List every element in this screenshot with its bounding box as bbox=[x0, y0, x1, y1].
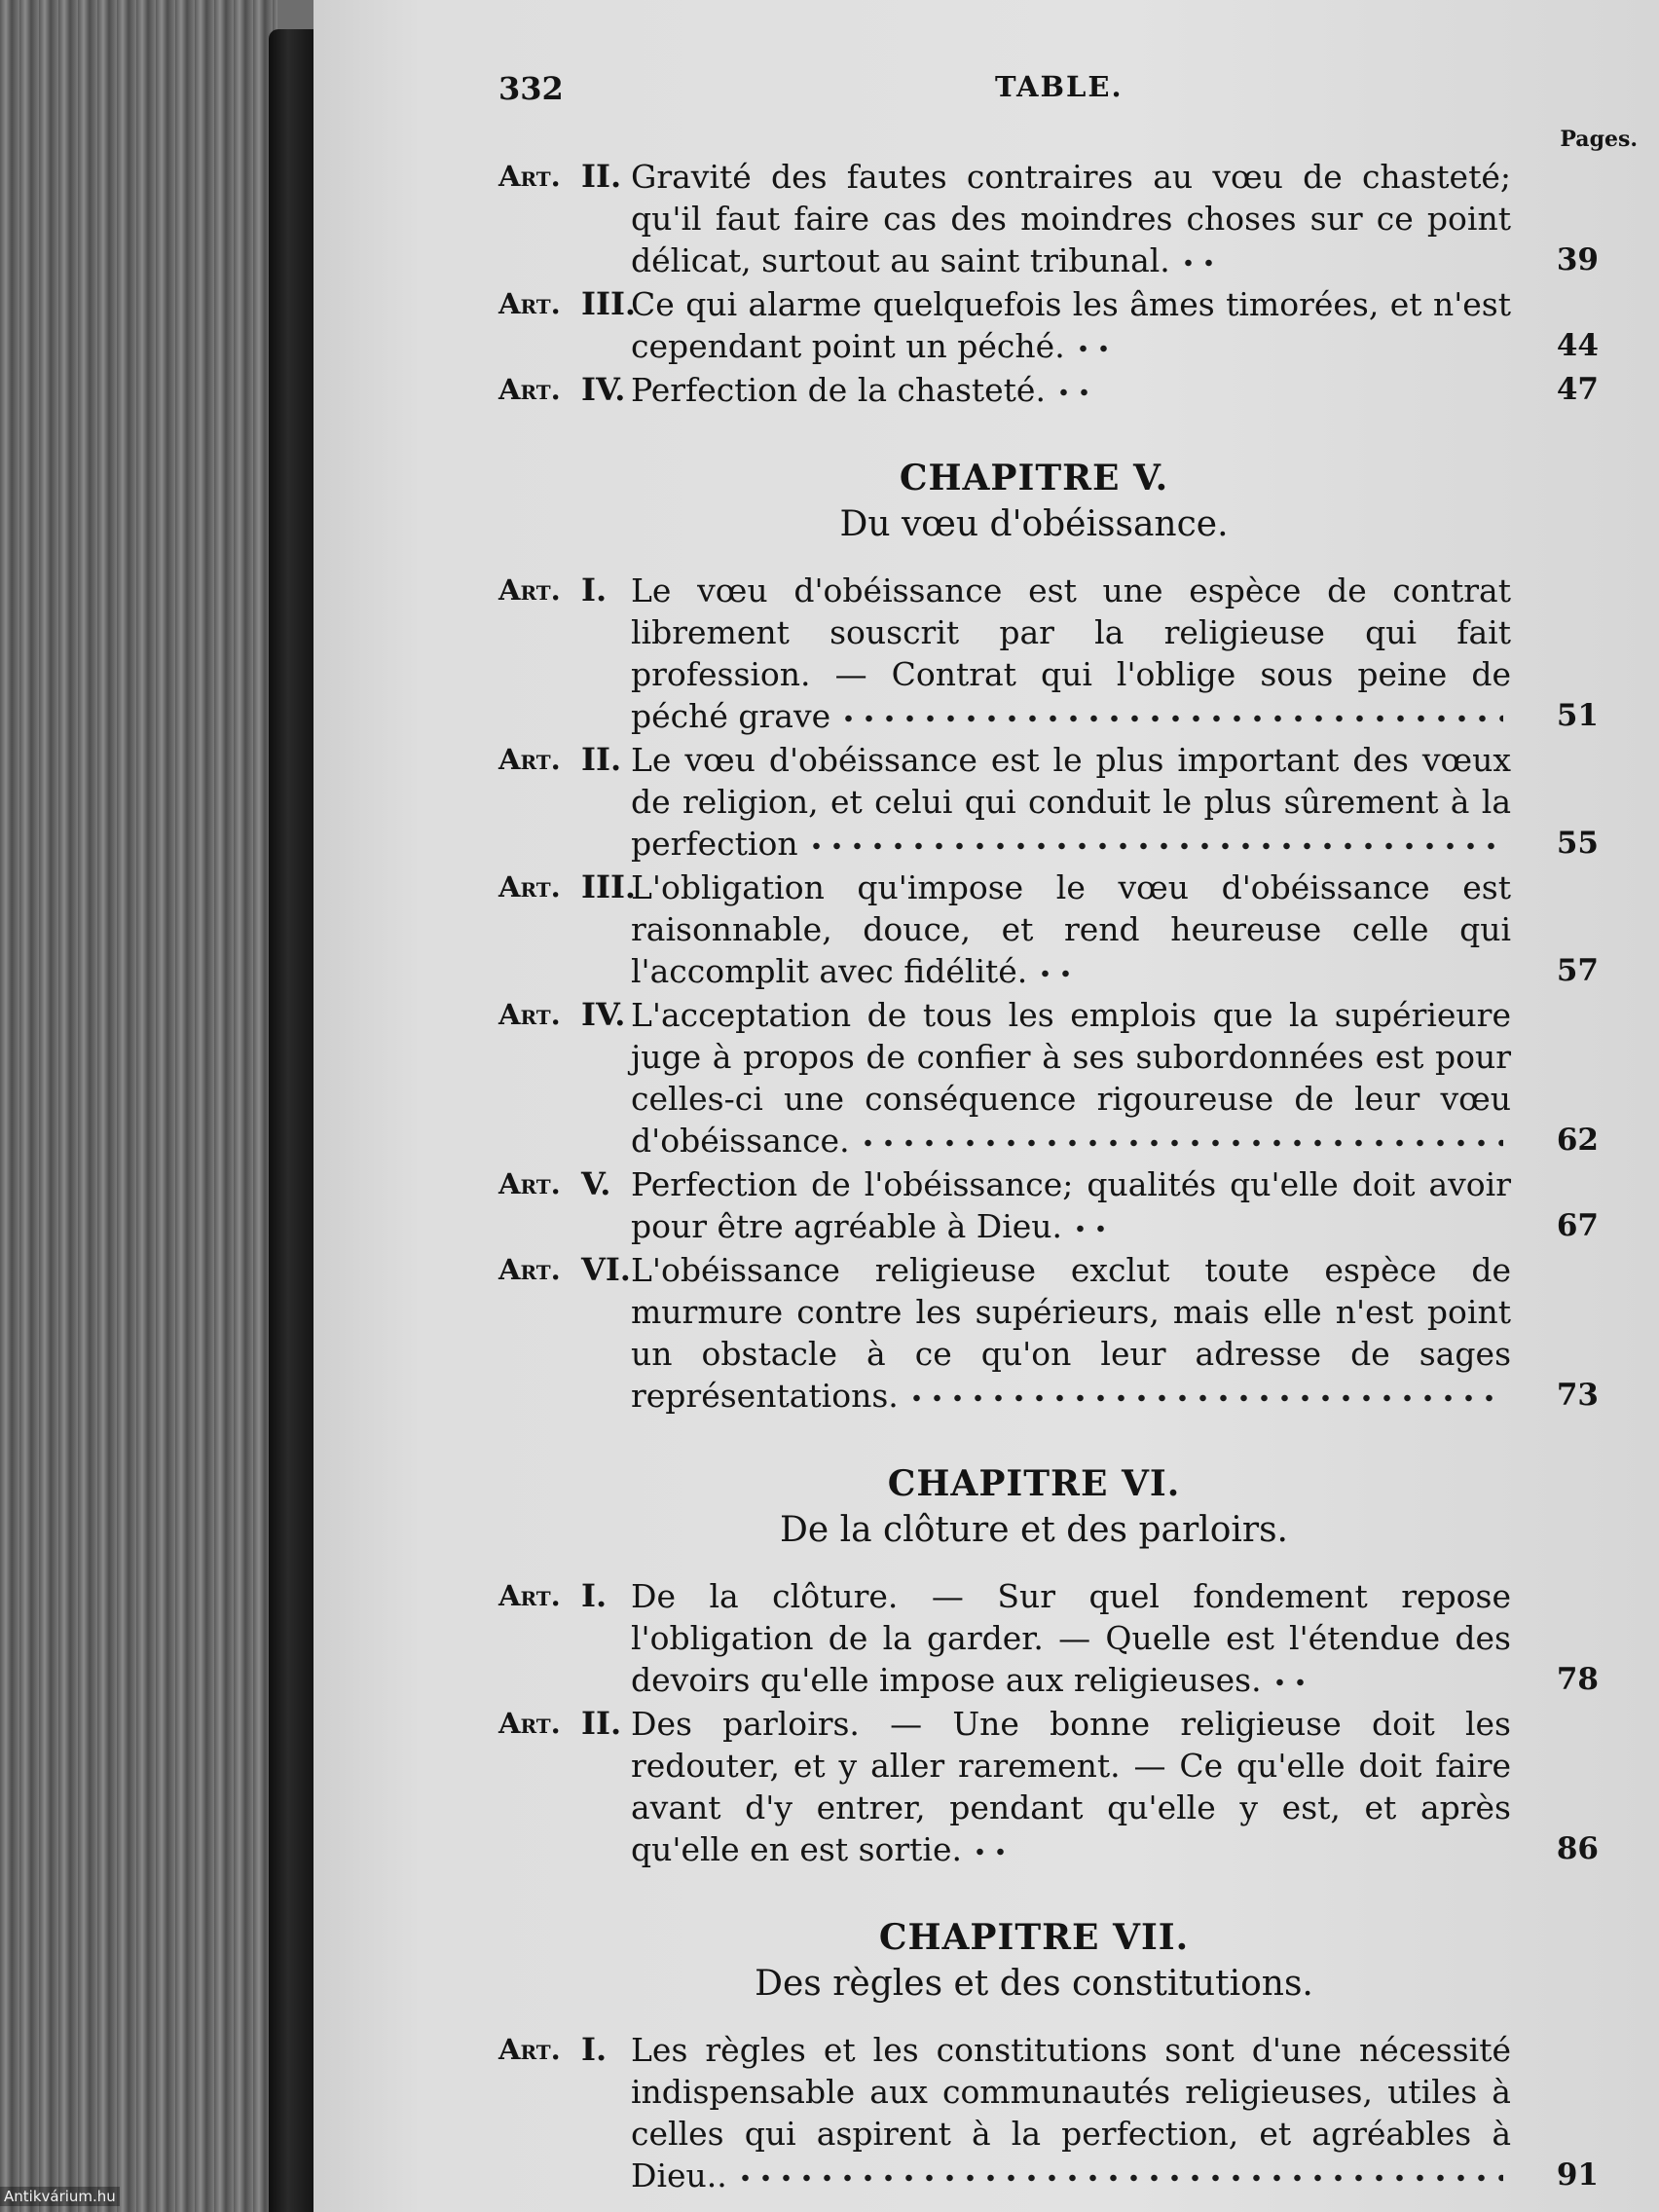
article-number: II. bbox=[581, 1705, 622, 1742]
toc-entry bbox=[498, 2029, 1638, 2196]
dot-leader bbox=[735, 2168, 1503, 2188]
dot-leader bbox=[1070, 1219, 1109, 1238]
chapter-subtitle: De la clôture et des parloirs. bbox=[779, 1510, 1289, 1550]
book-binding bbox=[269, 29, 317, 2212]
entry-text: L'obéissance religieuse exclut toute espèce de murmure contre les supérieurs, mais elle n'est point un obstacle à ce qu'on leur adresse de sages représentations. bbox=[631, 1251, 1511, 1415]
article-label: Art. bbox=[498, 870, 561, 903]
entry-text-wrap bbox=[631, 994, 1511, 1161]
article-label: Art. bbox=[498, 373, 561, 406]
article-number: V. bbox=[581, 1165, 611, 1202]
page-reference: 62 bbox=[1556, 1123, 1599, 1158]
article-number: IV. bbox=[581, 996, 626, 1033]
dot-leader bbox=[1178, 253, 1217, 273]
entry-text-wrap bbox=[631, 739, 1511, 865]
article-number: I. bbox=[581, 2031, 608, 2068]
entry-text-wrap bbox=[631, 1703, 1511, 1870]
toc-entry bbox=[498, 369, 1638, 411]
toc-entry bbox=[498, 994, 1638, 1161]
dot-leader bbox=[1073, 339, 1112, 358]
article-label: Art. bbox=[498, 998, 561, 1031]
article-number: II. bbox=[581, 158, 622, 195]
pages-column-label: Pages. bbox=[1560, 127, 1638, 152]
entry-text-wrap bbox=[631, 369, 1511, 411]
entry-text: De la clôture. — Sur quel fondement repose l'obligation de la garder. — Quelle est l'étendue des devoirs qu'elle impose aux religieuses. bbox=[631, 1577, 1511, 1699]
chapter-subtitle: Des règles et des constitutions. bbox=[755, 1964, 1313, 2004]
page-header-title: TABLE. bbox=[995, 70, 1124, 103]
toc-entry bbox=[498, 1703, 1638, 1870]
toc-entry bbox=[498, 1575, 1638, 1701]
entry-text: Perfection de la chasteté. bbox=[631, 371, 1046, 409]
page-number: 332 bbox=[498, 70, 564, 107]
toc-entry bbox=[498, 570, 1638, 737]
article-number: IV. bbox=[581, 371, 626, 408]
entry-text: L'obligation qu'impose le vœu d'obéissance est raisonnable, douce, et rend heureuse celle qui l'accomplit avec fidélité. bbox=[631, 868, 1511, 990]
entry-text: Gravité des fautes contraires au vœu de chasteté; qu'il faut faire cas des moindres choses sur ce point délicat, surtout au saint tribunal. bbox=[631, 158, 1511, 279]
article-number: I. bbox=[581, 1577, 608, 1614]
article-label: Art. bbox=[498, 287, 561, 320]
toc-entry bbox=[498, 1249, 1638, 1417]
page-reference: 86 bbox=[1556, 1831, 1599, 1866]
page-reference: 39 bbox=[1556, 242, 1599, 277]
page-reference: 57 bbox=[1556, 953, 1599, 988]
dot-leader bbox=[806, 836, 1503, 856]
toc-entry bbox=[498, 739, 1638, 865]
article-number: I. bbox=[581, 571, 608, 608]
page-reference: 73 bbox=[1556, 1378, 1599, 1413]
article-label: Art. bbox=[498, 160, 561, 193]
entry-text: Le vœu d'obéissance est une espèce de contrat librement souscrit par la religieuse qui fait profession. — Contrat qui l'oblige sous peine de péché grave bbox=[631, 571, 1511, 735]
article-number: III. bbox=[581, 285, 637, 322]
article-label: Art. bbox=[498, 743, 561, 776]
background-left bbox=[0, 0, 277, 2212]
page-reference: 44 bbox=[1556, 328, 1599, 363]
entry-text-wrap bbox=[631, 2029, 1511, 2196]
page-reference: 78 bbox=[1556, 1662, 1599, 1697]
page-reference: 55 bbox=[1556, 826, 1599, 861]
entry-text: Des parloirs. — Une bonne religieuse doit les redouter, et y aller rarement. — Ce qu'elle doit faire avant d'y entrer, pendant qu'elle y est, et après qu'elle en est sortie. bbox=[631, 1705, 1511, 1868]
running-head bbox=[313, 70, 1659, 109]
entry-text-wrap bbox=[631, 866, 1511, 992]
page-reference: 91 bbox=[1556, 2157, 1599, 2193]
article-number: III. bbox=[581, 868, 637, 905]
article-label: Art. bbox=[498, 2033, 561, 2066]
toc-entry bbox=[498, 283, 1638, 367]
article-label: Art. bbox=[498, 1707, 561, 1740]
table-of-contents bbox=[498, 156, 1638, 2198]
dot-leader bbox=[1270, 1673, 1309, 1692]
book-page bbox=[313, 0, 1659, 2212]
dot-leader bbox=[906, 1388, 1503, 1408]
dot-leader bbox=[838, 709, 1503, 728]
toc-entry bbox=[498, 156, 1638, 281]
article-number: II. bbox=[581, 741, 622, 778]
dot-leader bbox=[1035, 964, 1074, 983]
entry-text-wrap bbox=[631, 283, 1511, 367]
chapter-title: CHAPITRE VI. bbox=[887, 1463, 1181, 1504]
article-number: VI. bbox=[581, 1251, 631, 1288]
chapter-title: CHAPITRE V. bbox=[899, 458, 1169, 498]
article-label: Art. bbox=[498, 1167, 561, 1200]
dot-leader bbox=[858, 1133, 1503, 1153]
dot-leader bbox=[1053, 383, 1092, 402]
toc-entry bbox=[498, 866, 1638, 992]
page-reference: 67 bbox=[1556, 1208, 1599, 1243]
chapter-title: CHAPITRE VII. bbox=[878, 1917, 1190, 1958]
entry-text-wrap bbox=[631, 156, 1511, 281]
article-label: Art. bbox=[498, 1253, 561, 1286]
entry-text-wrap bbox=[631, 1575, 1511, 1701]
entry-text: Les règles et les constitutions sont d'une nécessité indispensable aux communautés religieuses, utiles à celles qui aspirent à la perfection, et agréables à Dieu.. bbox=[631, 2031, 1511, 2194]
entry-text: Ce qui alarme quelquefois les âmes timorées, et n'est cependant point un péché. bbox=[631, 285, 1511, 365]
entry-text: Perfection de l'obéissance; qualités qu'elle doit avoir pour être agréable à Dieu. bbox=[631, 1165, 1511, 1245]
entry-text: L'acceptation de tous les emplois que la supérieure juge à propos de confier à ses subordonnées est pour celles-ci une conséquence rigoureuse de leur vœu d'obéissance. bbox=[631, 996, 1511, 1160]
article-label: Art. bbox=[498, 573, 561, 607]
watermark: Antikvárium.hu bbox=[0, 2187, 120, 2206]
entry-text-wrap bbox=[631, 570, 1511, 737]
chapter-subtitle: Du vœu d'obéissance. bbox=[839, 504, 1229, 544]
page-reference: 47 bbox=[1556, 372, 1599, 407]
dot-leader bbox=[970, 1842, 1009, 1862]
toc-entry bbox=[498, 1163, 1638, 1247]
entry-text-wrap bbox=[631, 1163, 1511, 1247]
page-reference: 51 bbox=[1556, 698, 1599, 733]
entry-text-wrap bbox=[631, 1249, 1511, 1417]
entry-text: Le vœu d'obéissance est le plus important des vœux de religion, et celui qui conduit le plus sûrement à la perfection bbox=[631, 741, 1511, 863]
article-label: Art. bbox=[498, 1579, 561, 1612]
